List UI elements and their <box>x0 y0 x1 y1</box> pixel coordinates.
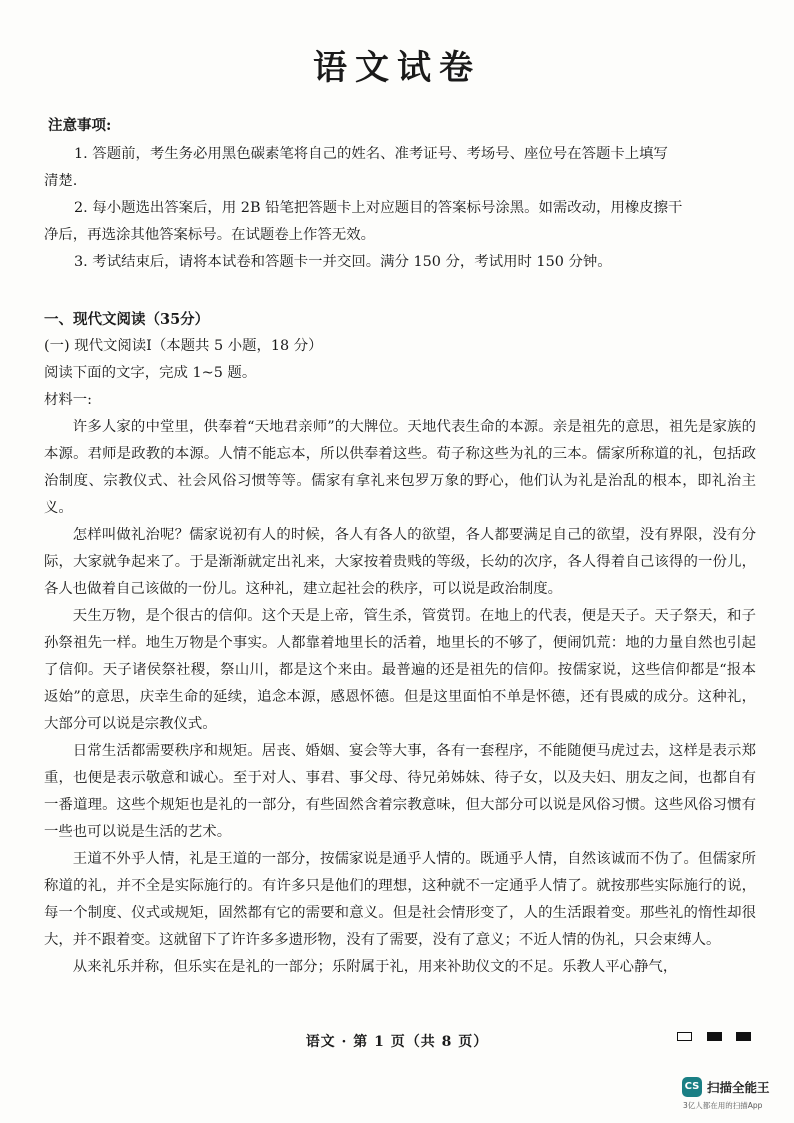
notice-item-text-cont: 清楚. <box>44 173 78 189</box>
registration-mark-hollow-icon <box>677 1032 692 1041</box>
page-title: 语文试卷 <box>313 48 481 88</box>
paragraph-4: 日常生活都需要秩序和规矩。居丧、婚姻、宴会等大事，各有一套程序，不能随便马虎过去，这样是表示郑重，也便是表示敬意和诚心。至于对人、事君、事父母、待兄弟姊妹、待子女，以及夫妇、朋友之间，也都自有一番道理。这些个规矩也是礼的一部分，有些固然含着宗教意味，但大部分可以说是风俗习惯。这些风俗习惯有一些也可以说是生活的艺术。 <box>44 743 756 840</box>
page-footer: 语文 · 第 1 页（共 8 页） <box>305 1034 489 1050</box>
watermark-tagline: 3亿人都在用的扫描App <box>683 1101 763 1110</box>
watermark-brand-name: 扫描全能王 <box>707 1080 770 1095</box>
scanner-watermark <box>680 1073 790 1113</box>
registration-mark-solid-icon <box>707 1032 722 1041</box>
paragraph-6: 从来礼乐并称，但乐实在是礼的一部分；乐附属于礼，用来补助仪文的不足。乐教人平心静气， <box>72 959 678 975</box>
notice-item-text: 2. 每小题选出答案后，用 2B 铅笔把答题卡上对应题目的答案标号涂黑。如需改动，用橡皮擦干 <box>74 200 683 216</box>
reading-instruction: 阅读下面的文字，完成 1~5 题。 <box>44 365 257 381</box>
section-heading: 一、现代文阅读（35分） <box>44 311 210 328</box>
notice-item-3 <box>44 249 756 276</box>
registration-marks <box>677 1030 767 1042</box>
document-body <box>44 112 756 981</box>
paragraph-3: 天生万物，是个很古的信仰。这个天是上帝，管生杀，管赏罚。在地上的代表，便是天子。天子祭天，和子孙祭祖先一样。地生万物是个事实。人都靠着地里长的活着，地里长的不够了，便闹饥荒：地的力量自然也引起了信仰。天子诸侯祭社稷，祭山川，都是这个来由。最普遍的还是祖先的信仰。按儒家说，这些信仰都是“报本返始”的意思，庆幸生命的延续，追念本源，感恩怀德。但是这里面怕不单是怀德，还有畏威的成分。这种礼，大部分可以说是宗教仪式。 <box>44 608 756 732</box>
notice-item-1 <box>44 141 756 195</box>
subsection-heading: (一) 现代文阅读Ⅰ（本题共 5 小题，18 分） <box>44 338 323 354</box>
camscanner-logo-icon: CS <box>682 1077 702 1097</box>
notice-item-text: 1. 答题前，考生务必用黑色碳素笔将自己的姓名、准考证号、考场号、座位号在答题卡上填写 <box>74 146 668 162</box>
paragraph-1: 许多人家的中堂里，供奉着“天地君亲师”的大牌位。天地代表生命的本源。亲是祖先的意思，祖先是家族的本源。君师是政教的本源。人情不能忘本，所以供奉着这些。荀子称这些为礼的三本。儒家所称道的礼，包括政治制度、宗教仪式、社会风俗习惯等等。儒家有拿礼来包罗万象的野心，他们认为礼是治乱的根本，即礼治主义。 <box>44 419 756 516</box>
notice-item-text: 3. 考试结束后，请将本试卷和答题卡一并交回。满分 150 分，考试用时 150 分钟。 <box>74 254 612 270</box>
material-label: 材料一: <box>44 392 93 408</box>
registration-mark-solid-icon <box>736 1032 751 1041</box>
paragraph-5: 王道不外乎人情，礼是王道的一部分，按儒家说是通乎人情的。既通乎人情，自然该诚而不伪了。但儒家所称道的礼，并不全是实际施行的。有许多只是他们的理想，这种就不一定通乎人情了。就按那些实际施行的说，每一个制度、仪式或规矩，固然都有它的需要和意义。但是社会情形变了，人的生活跟着变。那些礼的惰性却很大，并不跟着变。这就留下了许许多多遗形物，没有了需要，没有了意义；不近人情的伪礼，只会束缚人。 <box>44 851 756 948</box>
notice-item-2 <box>44 195 756 249</box>
notice-label: 注意事项: <box>48 117 112 134</box>
notice-item-text-cont: 净后，再选涂其他答案标号。在试题卷上作答无效。 <box>44 227 375 243</box>
paragraph-2: 怎样叫做礼治呢？儒家说初有人的时候，各人有各人的欲望，各人都要满足自己的欲望，没有界限，没有分际，大家就争起来了。于是渐渐就定出礼来，大家按着贵贱的等级，长幼的次序，各人得着自己该得的一份儿，各人也做着自己该做的一份儿。这种礼，建立起社会的秩序，可以说是政治制度。 <box>44 527 756 597</box>
